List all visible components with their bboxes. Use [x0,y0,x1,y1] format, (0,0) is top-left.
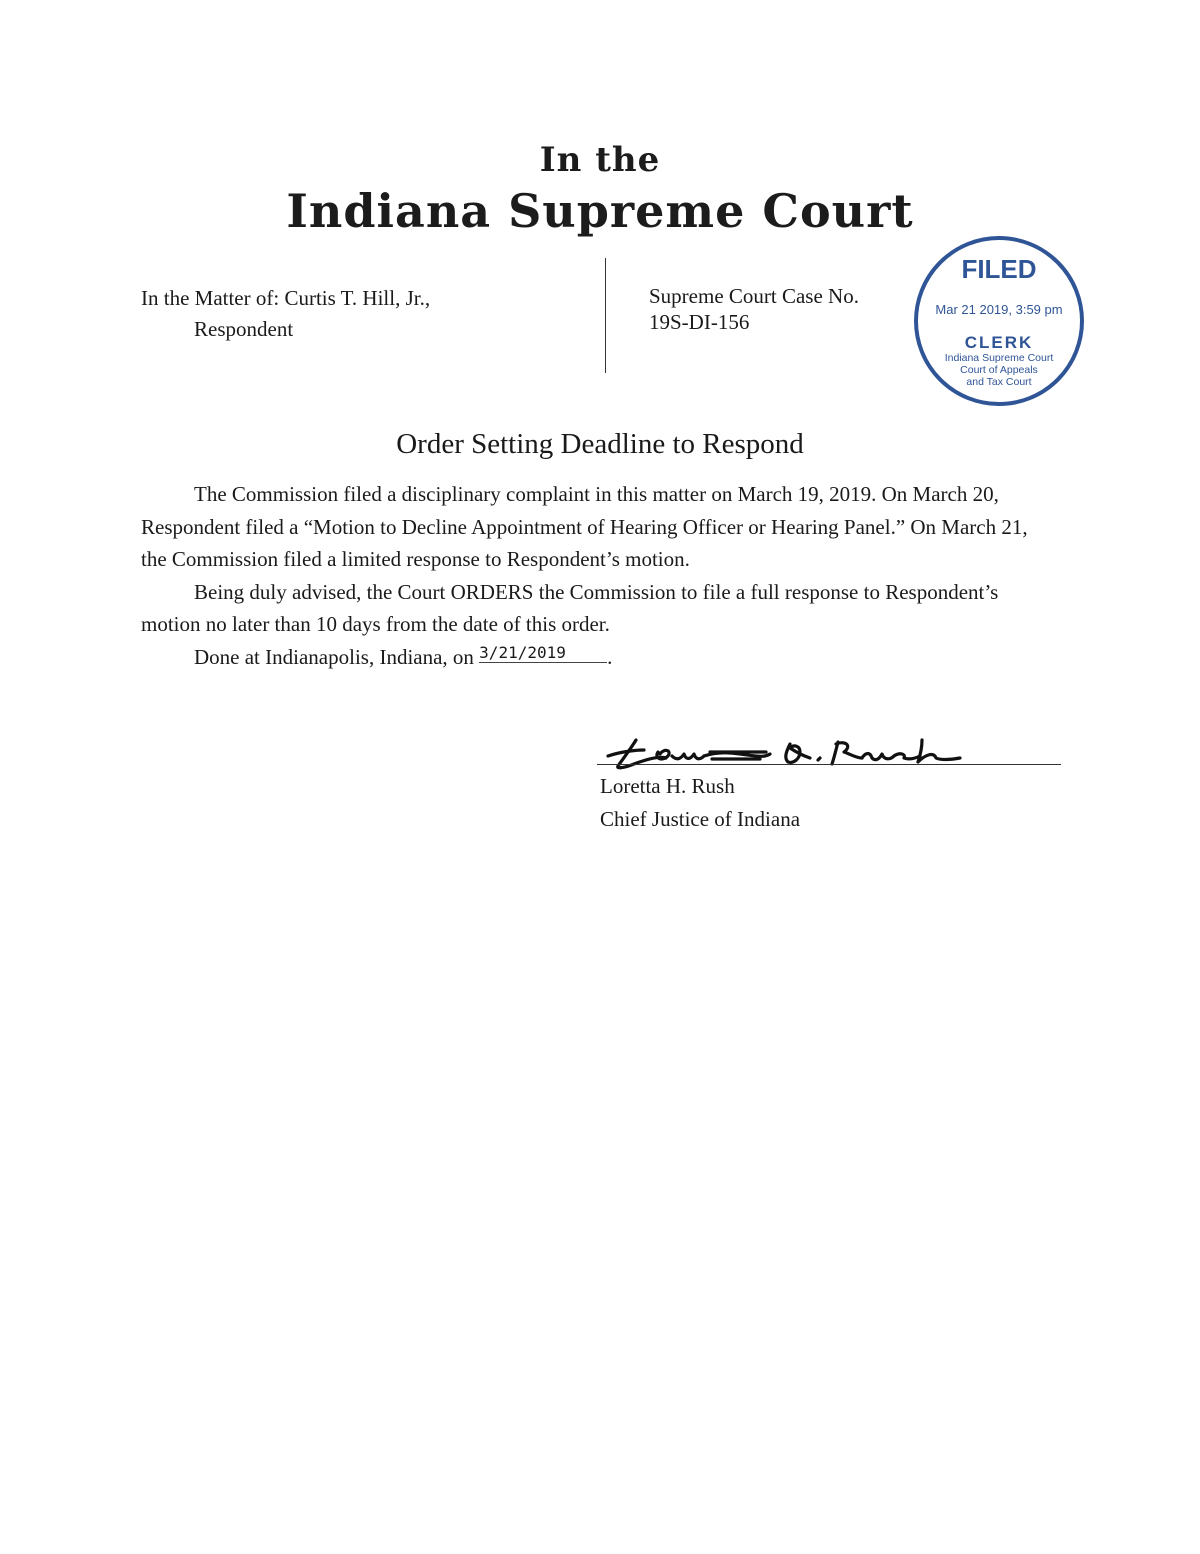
case-caption-party [141,283,430,345]
done-at-line [141,641,1051,674]
order-title: Order Setting Deadline to Respond [396,428,804,460]
order-body [141,478,1051,673]
order-paragraph-1: The Commission filed a disciplinary complaint in this matter on March 19, 2019. On March 20, Respondent filed a “Motion to Decline Appointment of Hearing Officer or Hearing Panel.” On March 21, the Commission filed a limited response to Respondent’s motion. [141,482,1028,571]
order-paragraph-2: Being duly advised, the Court ORDERS the Commission to file a full response to Respondent’s motion no later than 10 days from the date of this order. [141,579,999,636]
stamp-datetime: Mar 21 2019, 3:59 pm [935,302,1063,317]
case-number-label: Supreme Court Case No. [649,284,859,308]
case-number: 19S-DI-156 [649,310,750,334]
filed-stamp [914,236,1084,406]
caption-divider [605,258,606,373]
signer-block [600,770,800,836]
matter-line: In the Matter of: Curtis T. Hill, Jr., [141,286,431,310]
signature-line [597,764,1061,765]
case-number-block [649,283,859,335]
stamp-court-line1: Indiana Supreme Court [944,352,1054,364]
done-at-period: . [607,644,613,669]
stamp-status: FILED [961,254,1037,284]
signer-name: Loretta H. Rush [600,774,735,798]
respondent-label: Respondent [194,317,294,341]
court-heading-title: Indiana Supreme Court [286,184,914,238]
stamp-court-line2: Court of Appeals [960,364,1038,376]
stamp-court-line3: and Tax Court [966,376,1032,388]
order-date: 3/21/2019 [479,644,607,663]
court-heading-line1: In the [539,140,661,180]
stamp-office: CLERK [964,333,1034,352]
done-at-text: Done at Indianapolis, Indiana, on [194,644,474,669]
signer-title: Chief Justice of Indiana [600,807,801,831]
